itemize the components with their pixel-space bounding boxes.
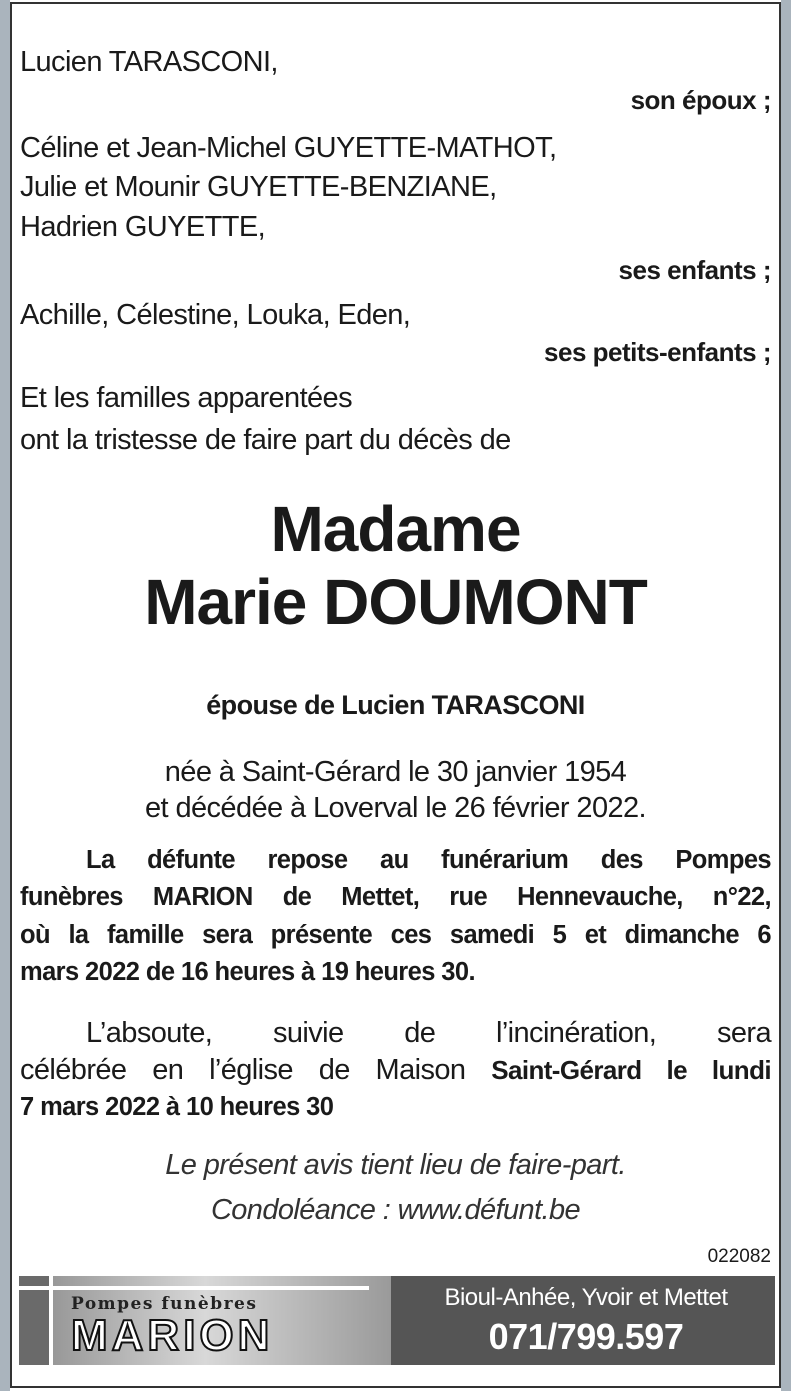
child-line: Julie et Mounir GUYETTE-BENZIANE, [20,171,497,203]
viewing-line: funèbres MARION de Mettet, rue Hennevauche, n°22, [20,883,771,911]
logo-name: MARION [71,1311,274,1360]
grandchildren: Achille, Célestine, Louka, Eden, [20,299,411,331]
ceremony-place: Saint-Gérard le lundi [491,1055,771,1085]
spouse-name: Lucien TARASCONI, [20,46,278,78]
ceremony-line: L’absoute, suivie de l’incinération, sera [86,1017,771,1049]
funeral-home-advert [19,1276,775,1365]
spouse-of: épouse de Lucien TARASCONI [206,690,585,720]
advert-phone: 071/799.597 [488,1316,684,1357]
notice-line: Le présent avis tient lieu de faire-part. [165,1149,626,1181]
reference-number: 022082 [707,1246,771,1267]
viewing-line: où la famille sera présente ces samedi 5 et dimanche 6 [20,921,771,949]
logo-subtitle: Pompes funèbres [71,1294,258,1314]
related-families: Et les familles apparentées [20,382,352,414]
child-line: Céline et Jean-Michel GUYETTE-MATHOT, [20,132,557,164]
advert-locations: Bioul-Anhée, Yvoir et Mettet [444,1284,728,1311]
death-line: et décédée à Loverval le 26 février 2022. [145,792,646,824]
child-line: Hadrien GUYETTE, [20,211,266,243]
funeral-home-logo [19,1276,391,1365]
deceased-name: Marie DOUMONT [144,566,647,638]
spouse-role: son époux ; [630,85,771,115]
birth-line: née à Saint-Gérard le 30 janvier 1954 [164,756,627,788]
ceremony-text: célébrée en l’église de Maison [20,1054,466,1086]
ceremony-date: 7 mars 2022 à 10 heures 30 [20,1093,334,1121]
viewing-line: mars 2022 de 16 heures à 19 heures 30. [20,958,475,986]
viewing-line: La défunte repose au funérarium des Pompes [86,846,771,874]
left-edge [0,0,10,1391]
deceased-title: Madame [270,493,521,565]
condolence-line: Condoléance : www.défunt.be [210,1194,581,1226]
announce: ont la tristesse de faire part du décès de [20,424,511,456]
grandchildren-role: ses petits-enfants ; [544,337,771,367]
children-role: ses enfants ; [618,255,771,285]
ceremony-line-2 [20,1052,771,1088]
right-edge [781,0,791,1391]
